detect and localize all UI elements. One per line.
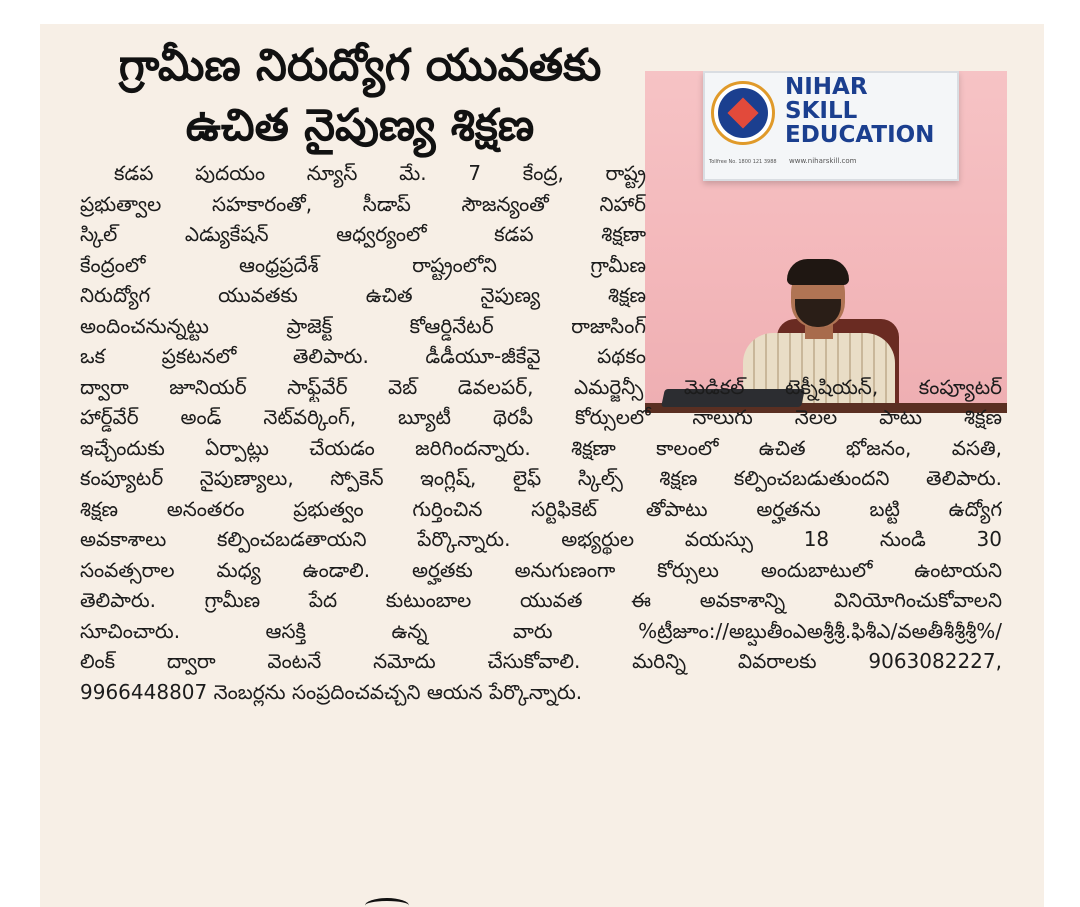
article-line: స్కిల్ ఎడ్యుకేషన్ ఆధ్వర్యంలో కడప శిక్షణా: [80, 222, 646, 246]
article-line: ఒక ప్రకటనలో తెలిపారు. డీడీయూ-జీకేవై పథకం: [80, 344, 646, 368]
sign-line-2: SKILL: [785, 98, 858, 124]
article-line: తెలిపారు. గ్రామీణ పేద కుటుంబాల యువత ఈ అవకాశాన్ని వినియోగించుకోవాలని: [80, 588, 1002, 612]
article-line: 9966448807 నెంబర్లను సంప్రదించవచ్చని ఆయన పేర్కొన్నారు.: [80, 679, 583, 704]
sign-website: www.niharskill.com: [789, 157, 857, 165]
headline-line-2: ఉచిత నైపుణ్య శిక్షణ: [185, 100, 535, 151]
article-line: శిక్షణ అనంతరం ప్రభుత్వం గుర్తించిన సర్టిఫికెట్ తోపాటు అర్హతను బట్టి ఉద్యోగ: [80, 496, 1002, 521]
article-line: కడప పుదయం న్యూస్ మే. 7 కేంద్ర, రాష్ట్ర: [114, 161, 646, 185]
nihar-logo-icon: [711, 81, 775, 145]
article-line: కేంద్రంలో ఆంధ్రప్రదేశ్ రాష్ట్రంలోని గ్రామీణ: [80, 252, 646, 277]
article-line: ప్రభుత్వాల సహకారంతో, సీడాప్ సౌజన్యంతో నిహార్: [80, 191, 646, 216]
next-article-fragment: [365, 898, 409, 907]
article-line: లింక్ ద్వారా వెంటనే నమోదు చేసుకోవాలి. మరిన్ని వివరాలకు 9063082227,: [80, 649, 1002, 673]
article-line: ద్వారా జూనియర్ సాఫ్ట్‌వేర్ వెబ్ డెవలపర్, ఎమర్జెన్సీ మెడికల్ టెక్నీషియన్, కంప్యూటర్: [80, 374, 1002, 399]
article-line: హార్డ్‌వేర్ అండ్ నెట్‌వర్కింగ్, బ్యూటీ థెరపీ కోర్సులలో నాలుగు నెలల పాటు శిక్షణ: [80, 405, 1002, 429]
sign-tollfree: Tollfree No. 1800 121 3988: [709, 159, 777, 165]
article-line: కంప్యూటర్ నైపుణ్యాలు, స్పోకెన్ ఇంగ్లిష్, లైఫ్ స్కిల్స్ శిక్షణ కల్పించబడుతుందని తెలిపారు.: [80, 466, 1002, 490]
article-line: సంవత్సరాల మధ్య ఉండాలి. అర్హతకు అనుగుణంగా కోర్సులు అందుబాటులో ఉంటాయని: [80, 557, 1002, 582]
article-body: [80, 158, 1002, 707]
article-line: అందించనున్నట్టు ప్రాజెక్ట్ కోఆర్డినేటర్ రాజాసింగ్: [80, 313, 646, 338]
sign-line-1: NIHAR: [785, 74, 868, 100]
sign-line-3: EDUCATION: [785, 122, 935, 148]
headline: [80, 36, 640, 156]
article-line: సూచించారు. ఆసక్తి ఉన్న వారు %ట్రీజూం://అబ్షుతీంఎఅశ్రీశ్రీ.ఫిశీఎ/వఅతీశీశ్రీశ్రీ%/: [80, 618, 1002, 643]
sign-text: [785, 75, 953, 147]
newspaper-clipping: [40, 24, 1044, 907]
article-line: అవకాశాలు కల్పించబడతాయని పేర్కొన్నారు. అభ్యర్థుల వయస్సు 18 నుండి 30: [80, 527, 1002, 551]
article-line: ఇచ్చేందుకు ఏర్పాట్లు చేయడం జరిగిందన్నారు. శిక్షణా కాలంలో ఉచిత భోజనం, వసతి,: [80, 435, 1002, 460]
headline-line-1: గ్రామీణ నిరుద్యోగ యువతకు: [118, 40, 602, 91]
article-line: నిరుద్యోగ యువతకు ఉచిత నైపుణ్య శిక్షణ: [80, 283, 646, 307]
